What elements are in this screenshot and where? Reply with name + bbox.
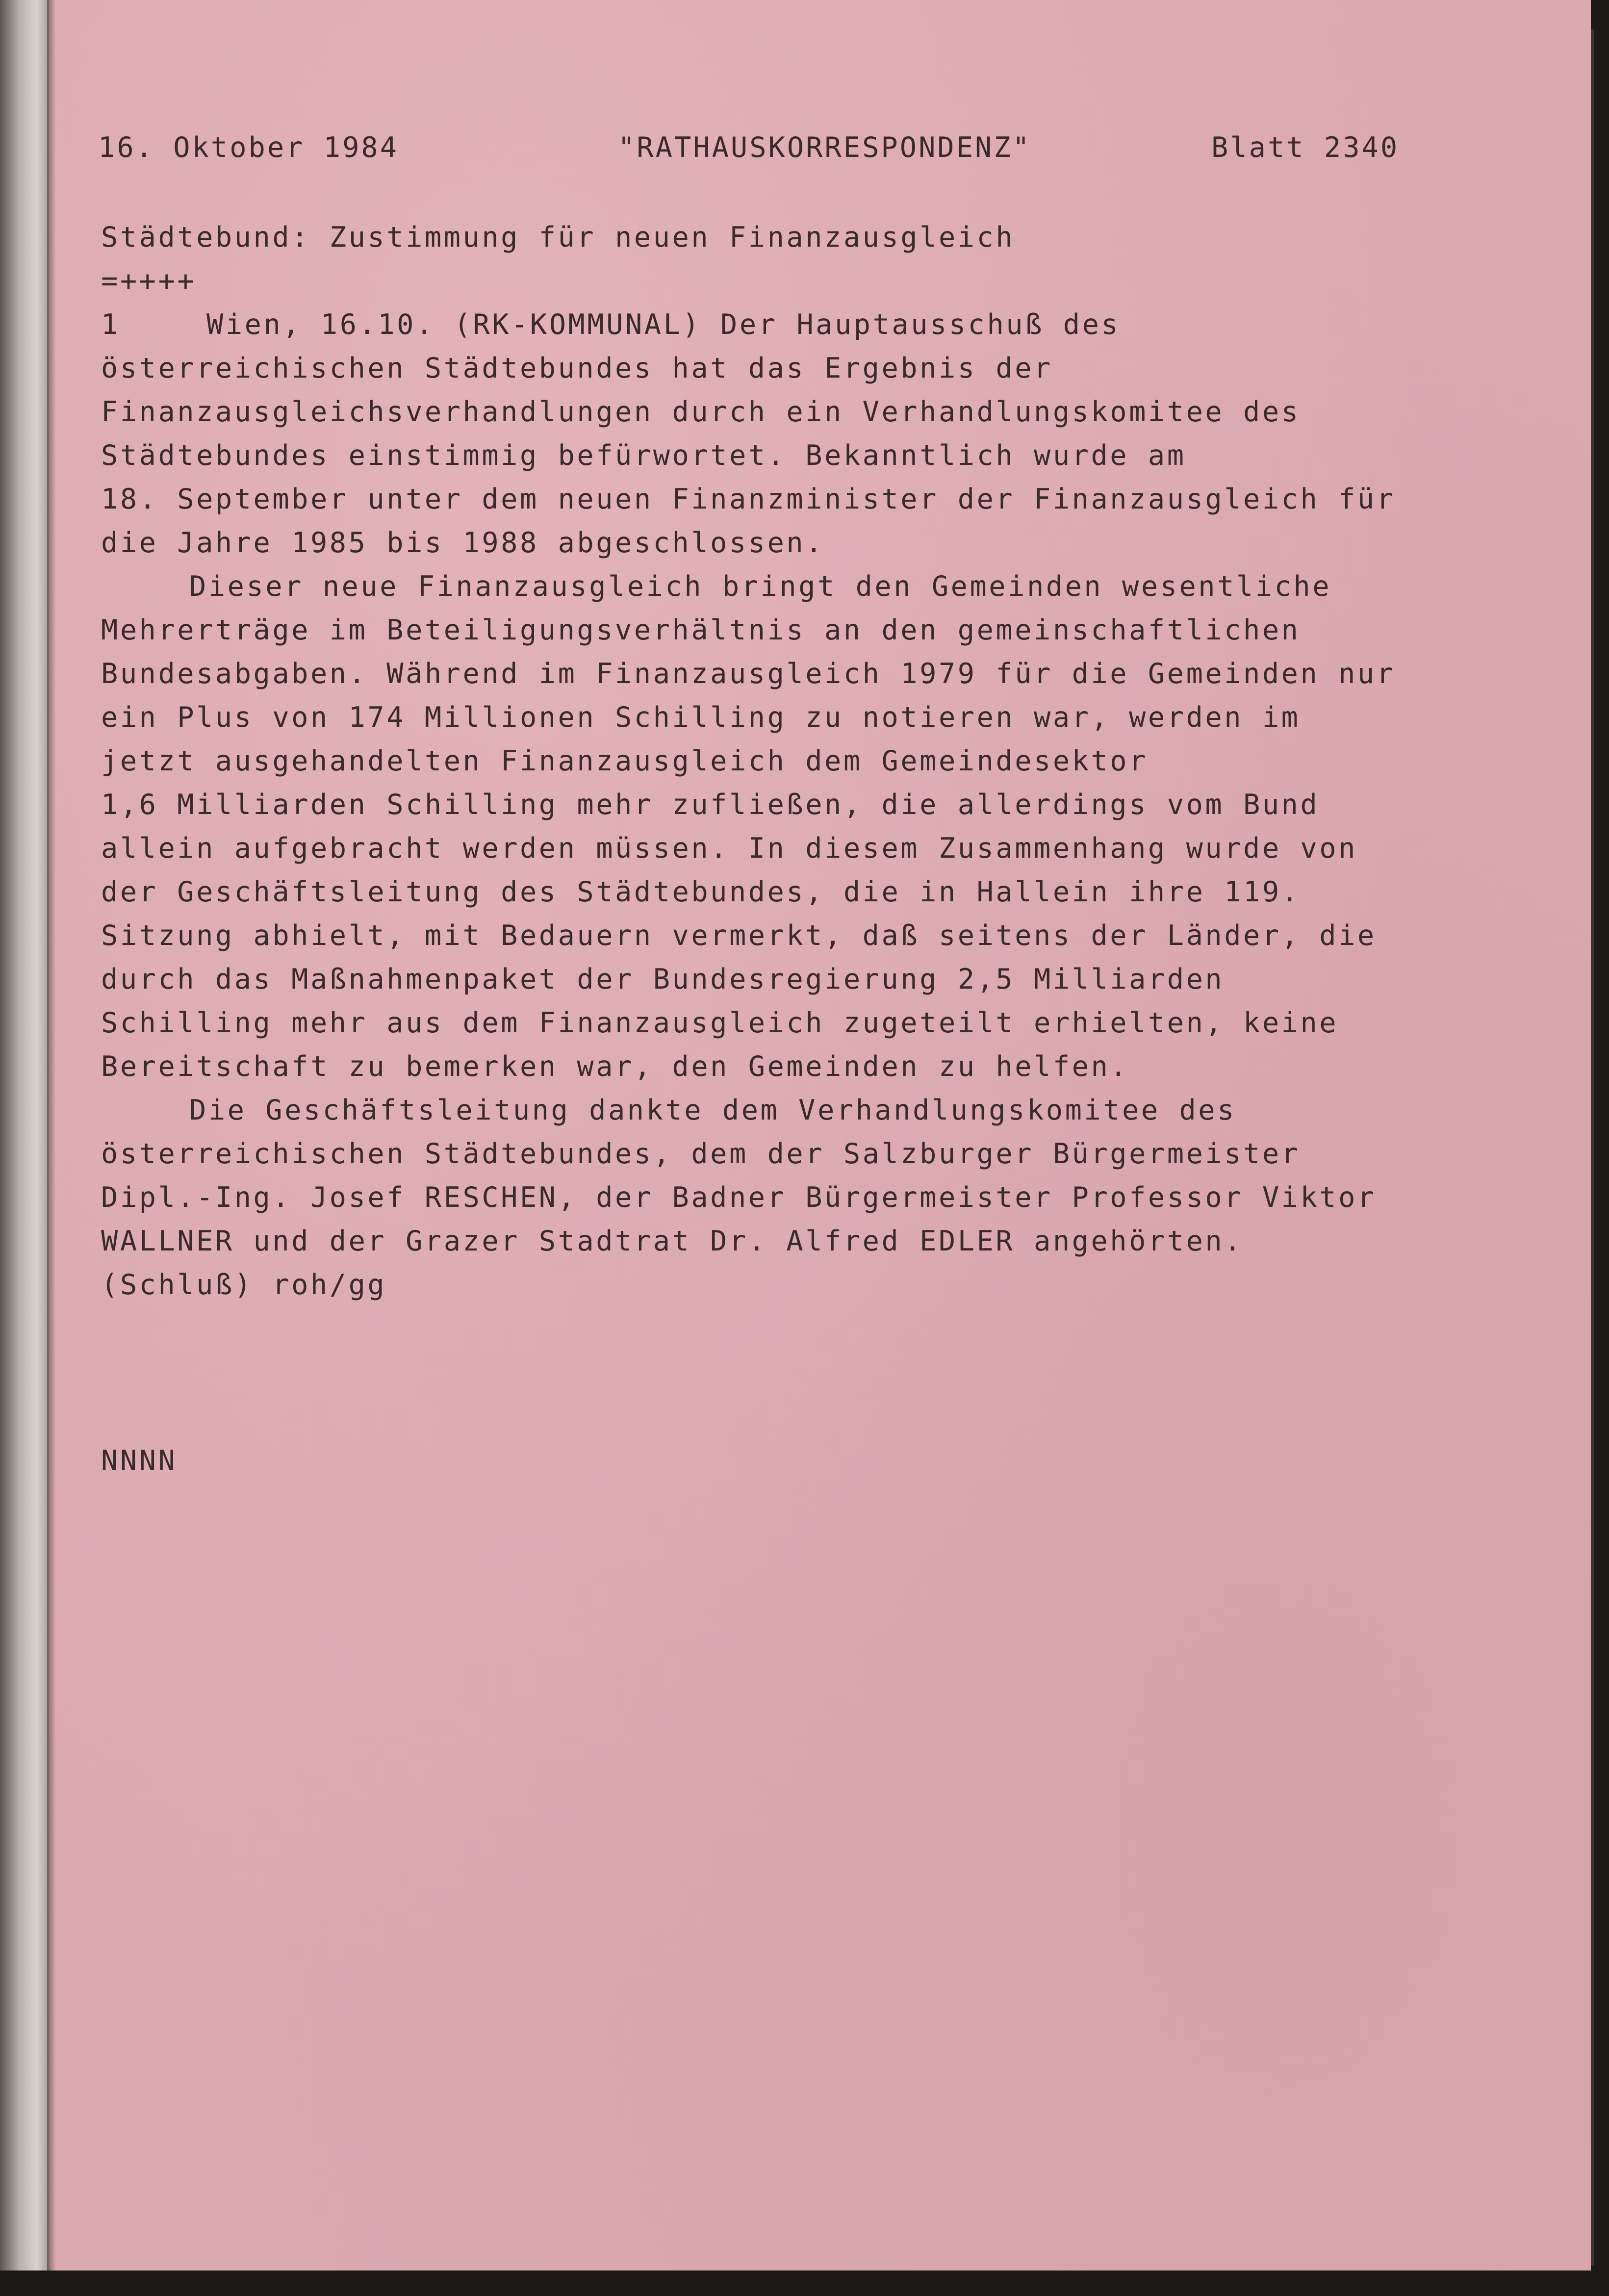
- article-headline: Städtebund: Zustimmung für neuen Finanzausgleich: [101, 221, 1015, 254]
- text-line: Sitzung abhielt, mit Bedauern vermerkt, daß seitens der Länder, die: [101, 919, 1377, 952]
- text-line: Wien, 16.10. (RK-KOMMUNAL) Der Hauptausschuß des: [206, 308, 1121, 341]
- header-publication: "RATHAUSKORRESPONDENZ": [618, 131, 1031, 164]
- right-page-edge: [1591, 29, 1594, 2266]
- text-line: Finanzausgleichsverhandlungen durch ein Verhandlungskomitee des: [101, 396, 1301, 428]
- text-line: Bereitschaft zu bemerken war, den Gemeinden zu helfen.: [101, 1050, 1129, 1083]
- article-first-line: [101, 303, 1435, 347]
- headline-separator: =++++: [101, 265, 197, 297]
- paragraph-start-line: Dieser neue Finanzausgleich bringt den Gemeinden wesentliche: [189, 570, 1332, 603]
- text-line: Städtebundes einstimmig befürwortet. Bekanntlich wurde am: [101, 439, 1186, 472]
- article-body: [101, 216, 1435, 1483]
- text-line: jetzt ausgehandelten Finanzausgleich dem Gemeindesektor: [101, 745, 1148, 777]
- text-line: österreichischen Städtebundes, dem der Salzburger Bürgermeister: [101, 1138, 1301, 1170]
- text-line: österreichischen Städtebundes hat das Ergebnis der: [101, 352, 1053, 384]
- text-line: der Geschäftsleitung des Städtebundes, die in Hallein ihre 119.: [101, 876, 1301, 908]
- text-line: Schilling mehr aus dem Finanzausgleich zugeteilt erhielten, keine: [101, 1007, 1339, 1039]
- spacer: [101, 1307, 1435, 1439]
- binding-edge: [0, 0, 49, 2296]
- text-line: ein Plus von 174 Millionen Schilling zu notieren war, werden im: [101, 701, 1301, 734]
- text-line: allein aufgebracht werden müssen. In diesem Zusammenhang wurde von: [101, 832, 1357, 865]
- page-header: [98, 131, 1412, 171]
- text-line: durch das Maßnahmenpaket der Bundesregierung 2,5 Milliarden: [101, 963, 1225, 995]
- page-shadow: [47, 0, 56, 2296]
- text-line: Bundesabgaben. Während im Finanzausgleich 1979 für die Gemeinden nur: [101, 658, 1396, 690]
- item-number: 1: [101, 308, 120, 341]
- bottom-scan-border: [0, 2270, 1609, 2296]
- text-line: die Jahre 1985 bis 1988 abgeschlossen.: [101, 527, 825, 559]
- closing-line: (Schluß) roh/gg: [101, 1269, 387, 1301]
- text-line: Mehrerträge im Beteiligungsverhältnis an den gemeinschaftlichen: [101, 614, 1301, 646]
- text-line: Dipl.-Ing. Josef RESCHEN, der Badner Bürgermeister Professor Viktor: [101, 1181, 1377, 1214]
- paragraph-start-line: Die Geschäftsleitung dankte dem Verhandlungskomitee des: [189, 1094, 1236, 1126]
- text-line: 1,6 Milliarden Schilling mehr zufließen, die allerdings vom Bund: [101, 789, 1320, 821]
- text-line: WALLNER und der Grazer Stadtrat Dr. Alfred EDLER angehörten.: [101, 1225, 1244, 1257]
- end-mark: NNNN: [101, 1445, 178, 1477]
- header-sheet-number: Blatt 2340: [1211, 131, 1400, 164]
- header-date: 16. Oktober 1984: [98, 131, 399, 164]
- text-line: 18. September unter dem neuen Finanzminister der Finanzausgleich für: [101, 483, 1396, 515]
